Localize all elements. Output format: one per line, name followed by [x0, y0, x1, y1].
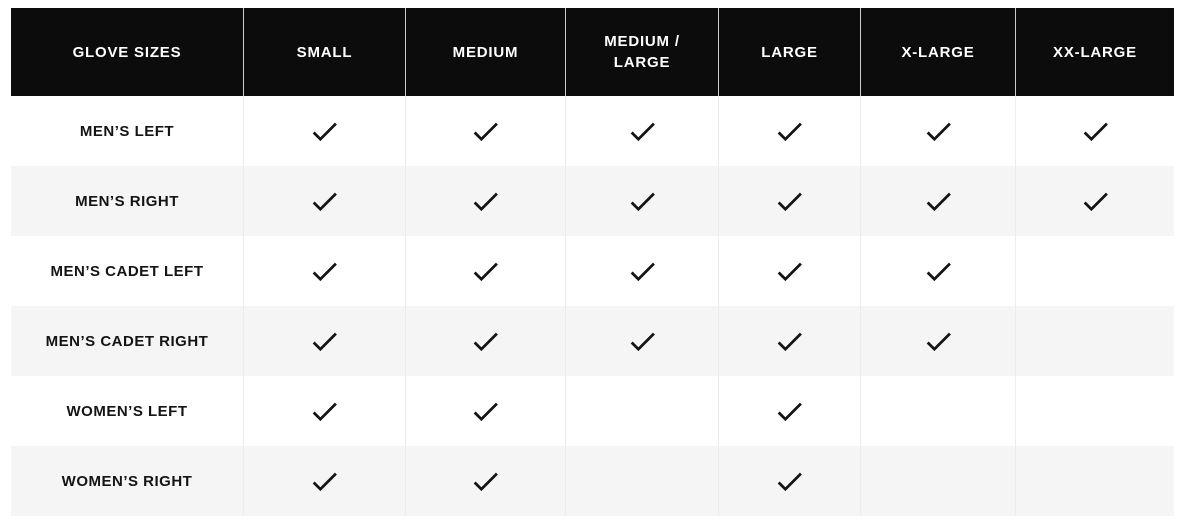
- column-header-label: MEDIUM: [452, 43, 519, 61]
- availability-cell-checked: [243, 306, 405, 376]
- availability-cell-checked: [405, 96, 565, 166]
- column-header-large: [718, 8, 860, 96]
- column-header-label: MEDIUM / LARGE: [604, 33, 680, 71]
- check-icon: [922, 115, 955, 148]
- row-label: MEN’S CADET RIGHT: [11, 306, 243, 376]
- availability-cell-empty: [565, 376, 718, 446]
- check-icon: [773, 255, 806, 288]
- check-icon: [922, 325, 955, 358]
- availability-cell-checked: [565, 236, 718, 306]
- availability-cell-checked: [405, 446, 565, 516]
- check-icon: [308, 185, 341, 218]
- row-label: MEN’S CADET LEFT: [11, 236, 243, 306]
- table-row-men-s-cadet-right: [11, 306, 1174, 376]
- availability-cell-empty: [1015, 376, 1174, 446]
- column-header-label: XX-LARGE: [1053, 43, 1137, 61]
- table-header-row: [11, 8, 1174, 96]
- availability-cell-empty: [860, 446, 1015, 516]
- check-icon: [626, 115, 659, 148]
- check-icon: [469, 465, 502, 498]
- check-icon: [773, 465, 806, 498]
- availability-cell-checked: [405, 166, 565, 236]
- check-icon: [626, 255, 659, 288]
- availability-cell-checked: [860, 306, 1015, 376]
- table-body: [11, 96, 1174, 516]
- check-icon: [773, 325, 806, 358]
- check-icon: [922, 255, 955, 288]
- availability-cell-empty: [1015, 446, 1174, 516]
- column-header-small: [243, 8, 405, 96]
- availability-cell-checked: [565, 96, 718, 166]
- check-icon: [308, 255, 341, 288]
- check-icon: [922, 185, 955, 218]
- row-label: WOMEN’S RIGHT: [11, 446, 243, 516]
- availability-cell-checked: [718, 306, 860, 376]
- availability-cell-empty: [1015, 236, 1174, 306]
- availability-cell-checked: [718, 236, 860, 306]
- availability-cell-checked: [405, 236, 565, 306]
- availability-cell-checked: [243, 446, 405, 516]
- check-icon: [773, 185, 806, 218]
- availability-cell-empty: [860, 376, 1015, 446]
- check-icon: [773, 395, 806, 428]
- check-icon: [626, 325, 659, 358]
- check-icon: [626, 185, 659, 218]
- row-label: WOMEN’S LEFT: [11, 376, 243, 446]
- check-icon: [469, 325, 502, 358]
- column-header-label: LARGE: [761, 43, 818, 61]
- availability-cell-checked: [565, 166, 718, 236]
- column-header-x-large: [860, 8, 1015, 96]
- availability-cell-checked: [860, 96, 1015, 166]
- availability-cell-checked: [1015, 96, 1174, 166]
- availability-cell-checked: [860, 166, 1015, 236]
- check-icon: [469, 185, 502, 218]
- glove-sizes-table: [11, 8, 1174, 516]
- availability-cell-checked: [860, 236, 1015, 306]
- column-header-medium-large: [565, 8, 718, 96]
- table-row-men-s-right: [11, 166, 1174, 236]
- row-label: MEN’S LEFT: [11, 96, 243, 166]
- check-icon: [308, 395, 341, 428]
- table-row-women-s-left: [11, 376, 1174, 446]
- availability-cell-checked: [718, 96, 860, 166]
- check-icon: [1079, 185, 1112, 218]
- table-title-cell: [11, 8, 243, 96]
- row-label: MEN’S RIGHT: [11, 166, 243, 236]
- availability-cell-checked: [718, 166, 860, 236]
- check-icon: [469, 395, 502, 428]
- check-icon: [773, 115, 806, 148]
- availability-cell-empty: [1015, 306, 1174, 376]
- check-icon: [308, 115, 341, 148]
- availability-cell-empty: [565, 446, 718, 516]
- column-header-label: X-LARGE: [901, 43, 975, 61]
- check-icon: [469, 115, 502, 148]
- availability-cell-checked: [1015, 166, 1174, 236]
- check-icon: [469, 255, 502, 288]
- table-row-women-s-right: [11, 446, 1174, 516]
- availability-cell-checked: [243, 166, 405, 236]
- availability-cell-checked: [243, 96, 405, 166]
- check-icon: [308, 325, 341, 358]
- availability-cell-checked: [243, 236, 405, 306]
- check-icon: [1079, 115, 1112, 148]
- table-row-men-s-cadet-left: [11, 236, 1174, 306]
- availability-cell-checked: [405, 376, 565, 446]
- availability-cell-checked: [565, 306, 718, 376]
- check-icon: [308, 465, 341, 498]
- availability-cell-checked: [718, 376, 860, 446]
- availability-cell-checked: [718, 446, 860, 516]
- availability-cell-checked: [405, 306, 565, 376]
- column-header-medium: [405, 8, 565, 96]
- table-row-men-s-left: [11, 96, 1174, 166]
- column-header-xx-large: [1015, 8, 1174, 96]
- availability-cell-checked: [243, 376, 405, 446]
- column-header-label: SMALL: [296, 43, 353, 61]
- column-header-label: GLOVE SIZES: [72, 43, 182, 61]
